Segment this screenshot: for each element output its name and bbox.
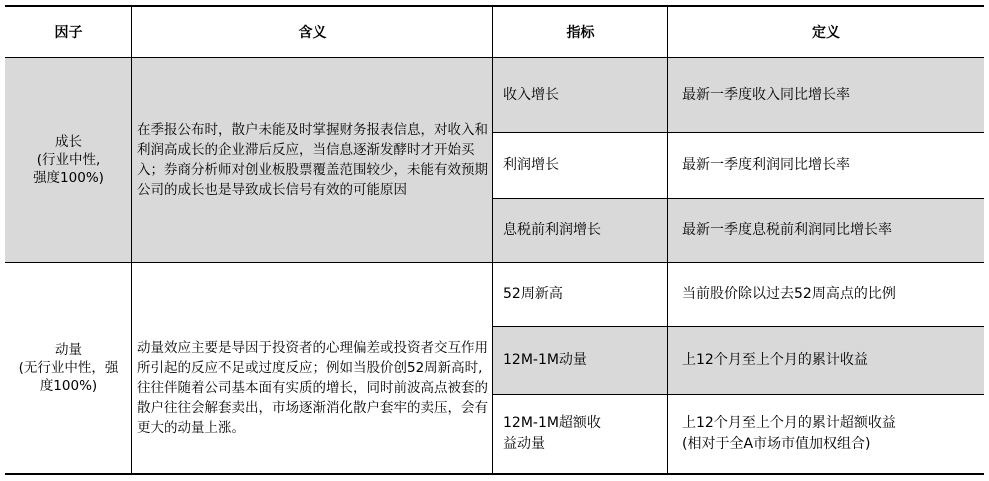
definition-52w-high: 当前股价除以过去52周高点的比例 [682, 285, 896, 302]
definition-ebit-growth: 最新一季度息税前利润同比增长率 [682, 221, 892, 238]
indicator-52w-high: 52周新高 [503, 285, 563, 302]
header-definition: 定义 [812, 25, 840, 41]
col-divider-1 [131, 5, 132, 475]
definition-profit-growth: 最新一季度利润同比增长率 [682, 156, 850, 173]
indicator-12m-1m-excess-momentum: 12M-1M超额收 益动量 [503, 415, 601, 452]
growth-factor-label: 成长 (行业中性, 强度100%) [33, 134, 104, 186]
row-divider-2 [493, 198, 984, 199]
table-top-border [5, 5, 984, 7]
group-divider [5, 262, 984, 263]
header-bottom-border [5, 57, 984, 58]
row-divider-3 [493, 326, 984, 327]
momentum-factor-label: 动量 (无行业中性，强 度100%) [18, 342, 119, 394]
momentum-meaning-text: 动量效应主要是导因于投资者的心理偏差或投资者交互作用所引起的反应不足或过度反应；例如当股价创52周新高时,往往伴随着公司基本面有实质的增长，同时前波高点被套的散户往往会解套卖出，市场逐渐消化散户套牢的卖压，会有更大的动量上涨。 [137, 340, 488, 436]
definition-revenue-growth: 最新一季度收入同比增长率 [682, 86, 850, 103]
definition-12m-1m-momentum: 上12个月至上个月的累计收益 [682, 351, 868, 368]
growth-meaning-text: 在季报公布时，散户未能及时掌握财务报表信息，对收入和利润高成长的企业滞后反应，当信息逐渐发酵时才开始买入；券商分析师对创业板股票覆盖范围较少，未能有效预期公司的成长也是导致成长信号有效的可能原因 [137, 122, 488, 198]
definition-12m-1m-excess-momentum: 上12个月至上个月的累计超额收益 (相对于全A市场市值加权组合) [682, 415, 896, 452]
header-indicator: 指标 [566, 25, 595, 41]
indicator-revenue-growth: 收入增长 [503, 86, 559, 103]
indicator-ebit-growth: 息税前利润增长 [503, 221, 601, 238]
indicator-12m-1m-momentum: 12M-1M动量 [503, 351, 587, 368]
row-divider-1 [493, 132, 984, 133]
header-factor: 因子 [54, 25, 83, 41]
table-bottom-border [5, 473, 984, 475]
header-meaning: 含义 [298, 25, 327, 41]
row-divider-4 [493, 394, 984, 395]
indicator-profit-growth: 利润增长 [503, 156, 559, 173]
col-divider-2 [492, 5, 493, 475]
col-divider-3 [667, 5, 668, 475]
